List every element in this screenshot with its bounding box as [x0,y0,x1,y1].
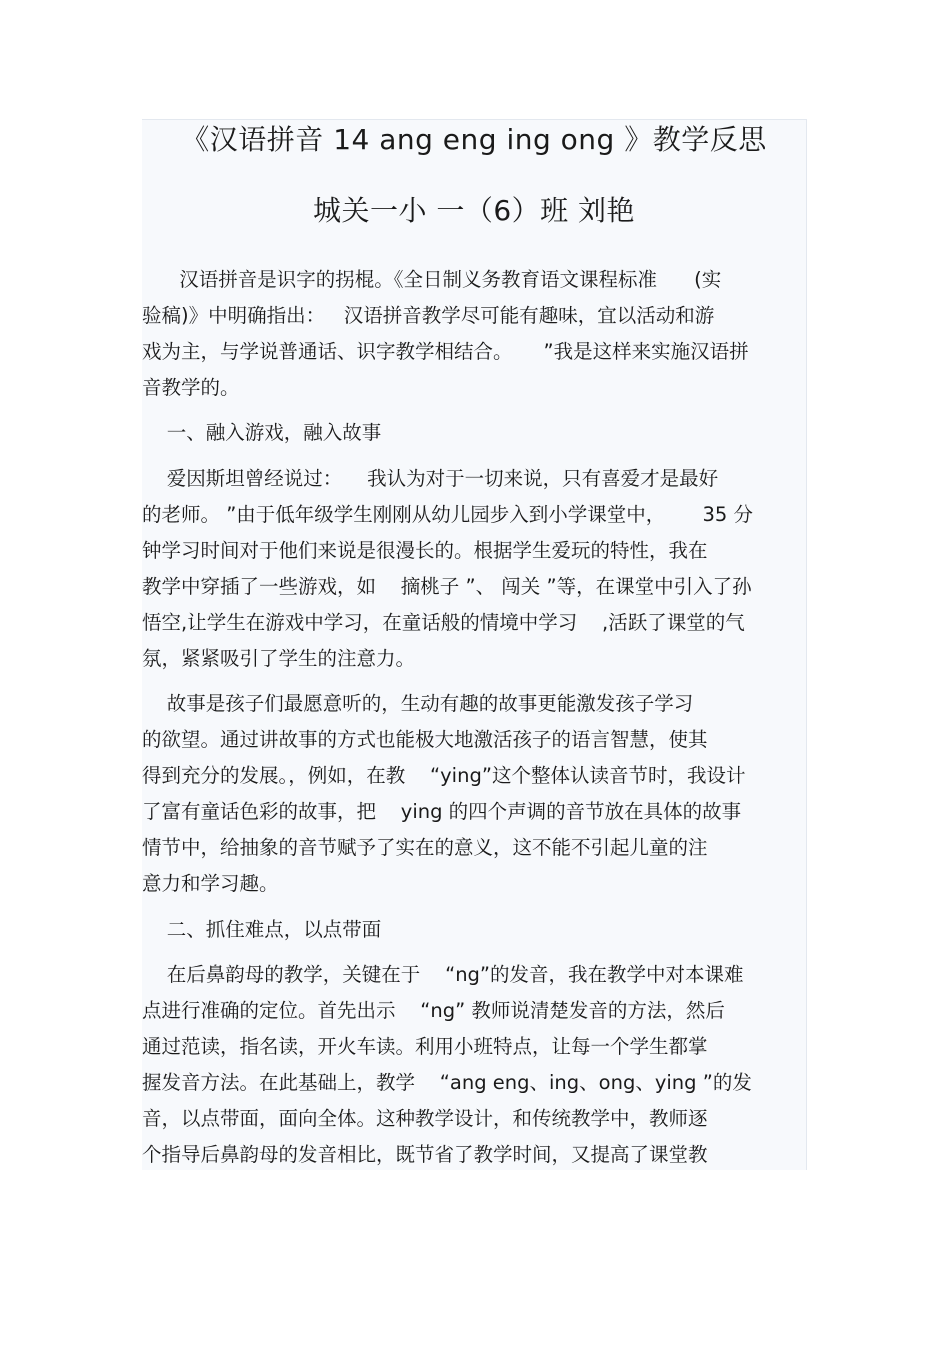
document-page [142,119,807,1170]
paragraph-line: 戏为主，与学说普通话、识字教学相结合。 ”我是这样来实施汉语拼 [142,340,749,363]
paragraph-line: 音，以点带面，面向全体。这种教学设计，和传统教学中，教师逐 [142,1107,708,1130]
section-heading: 一、融入游戏，融入故事 [142,421,382,444]
paragraph-line: 通过范读，指名读，开火车读。利用小班特点，让每一个学生都掌 [142,1035,708,1058]
paragraph-line: 握发音方法。在此基础上，教学 “ang eng、ing、ong、ying ”的发 [142,1071,752,1094]
paragraph-line: 汉语拼音是识字的拐棍。《全日制义务教育语文课程标准 (实 [142,268,722,291]
paragraph-line: 音教学的。 [142,376,240,399]
section-heading: 二、抓住难点，以点带面 [142,918,382,941]
paragraph-line: 情节中，给抽象的音节赋予了实在的意义，这不能不引起儿童的注 [142,836,708,859]
paragraph-line: 在后鼻韵母的教学，关键在于 “ng”的发音，我在教学中对本课难 [142,963,744,986]
paragraph-line: 悟空,让学生在游戏中学习，在童话般的情境中学习 ,活跃了课堂的气 [142,611,745,634]
paragraph-line: 个指导后鼻韵母的发音相比，既节省了教学时间，又提高了课堂教 [142,1143,708,1166]
paragraph-line: 验稿)》中明确指出： 汉语拼音教学尽可能有趣味，宜以活动和游 [142,304,715,327]
document-byline: 城关一小 一（6）班 刘艳 [312,194,636,227]
paragraph-line: 氛，紧紧吸引了学生的注意力。 [142,647,416,670]
document-title: 《汉语拼音 14 ang eng ing ong 》教学反思 [181,123,767,156]
paragraph-line: 的老师。 ”由于低年级学生刚刚从幼儿园步入到小学课堂中， 35 分 [142,503,754,526]
paragraph-line: 故事是孩子们最愿意听的，生动有趣的故事更能激发孩子学习 [142,692,694,715]
paragraph-line: 得到充分的发展。，例如，在教 “ying”这个整体认读音节时，我设计 [142,764,746,787]
paragraph-line: 意力和学习趣。 [142,872,279,895]
paragraph-line: 点进行准确的定位。首先出示 “ng” 教师说清楚发音的方法，然后 [142,999,725,1022]
paragraph-line: 教学中穿插了一些游戏，如 摘桃子 ”、 闯关 ”等，在课堂中引入了孙 [142,575,752,598]
paragraph-line: 钟学习时间对于他们来说是很漫长的。根据学生爱玩的特性，我在 [142,539,708,562]
paragraph-line: 的欲望。通过讲故事的方式也能极大地激活孩子的语言智慧，使其 [142,728,708,751]
paragraph-line: 爱因斯坦曾经说过： 我认为对于一切来说，只有喜爱才是最好 [142,467,719,490]
paragraph-line: 了富有童话色彩的故事，把 ying 的四个声调的音节放在具体的故事 [142,800,742,823]
